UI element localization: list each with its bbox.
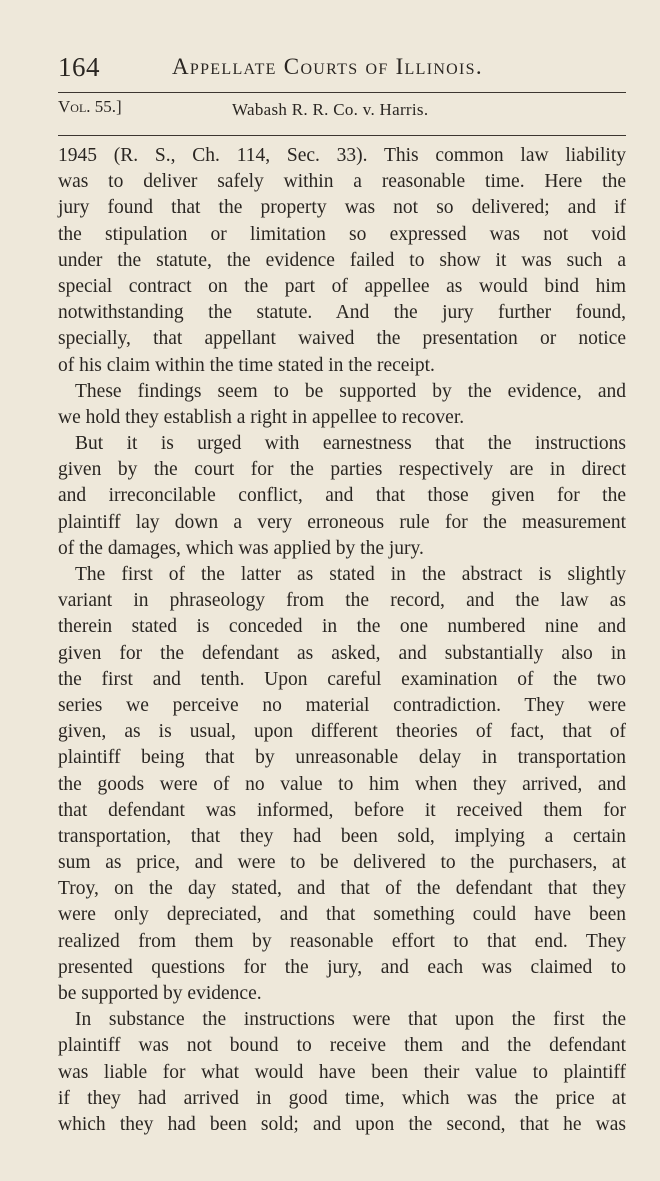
text-line: series we perceive no material contradiction. They were	[58, 694, 626, 716]
body-text	[58, 143, 626, 1138]
text-line: therein stated is conceded in the one numbered nine and	[58, 616, 626, 638]
running-title: Appellate Courts of Illinois.	[172, 54, 483, 79]
text-line: These findings seem to be supported by the evidence, and	[75, 380, 626, 402]
text-line: In substance the instructions were that upon the first the	[75, 1009, 626, 1031]
text-line: But it is urged with earnestness that the instructions	[75, 433, 626, 455]
text-line: presented questions for the jury, and each was claimed to	[58, 956, 626, 978]
text-line: if they had arrived in good time, which was the price at	[58, 1087, 626, 1109]
text-line: of the damages, which was applied by the jury.	[58, 537, 424, 559]
text-line: given, as is usual, upon different theories of fact, that of	[58, 721, 626, 743]
text-line: special contract on the part of appellee as would bind him	[58, 275, 626, 297]
text-line: were only depreciated, and that something could have been	[58, 904, 626, 926]
text-line: realized from them by reasonable effort to that end. They	[58, 930, 626, 952]
text-line: 1945 (R. S., Ch. 114, Sec. 33). This common law liability	[58, 145, 626, 166]
text-line: be supported by evidence.	[58, 983, 262, 1004]
text-line: The first of the latter as stated in the abstract is slightly	[75, 564, 626, 585]
text-line: plaintiff being that by unreasonable delay in transportation	[58, 747, 626, 769]
text-line: which they had been sold; and upon the second, that he was	[58, 1113, 626, 1135]
text-line: under the statute, the evidence failed to show it was such a	[58, 249, 626, 271]
header-rule-bottom	[58, 135, 626, 136]
text-line: transportation, that they had been sold, implying a certain	[58, 825, 626, 847]
text-line: was liable for what would have been their value to plaintiff	[58, 1061, 626, 1083]
page-header	[58, 52, 618, 86]
text-line: of his claim within the time stated in the receipt.	[58, 354, 435, 376]
text-line: the goods were of no value to him when they arrived, and	[58, 773, 626, 795]
text-line: given by the court for the parties respectively are in direct	[58, 459, 626, 481]
text-line: variant in phraseology from the record, and the law as	[58, 590, 626, 612]
text-line: specially, that appellant waived the presentation or notice	[58, 328, 626, 350]
text-line: was to deliver safely within a reasonable time. Here the	[58, 171, 626, 193]
text-line: plaintiff lay down a very erroneous rule for the measurement	[58, 511, 626, 533]
text-line: given for the defendant as asked, and substantially also in	[58, 642, 626, 664]
header-rule-top	[58, 92, 626, 93]
text-line: the stipulation or limitation so expressed was not void	[58, 223, 626, 245]
text-line: Troy, on the day stated, and that of the defendant that they	[58, 878, 626, 900]
text-line: that defendant was informed, before it received them for	[58, 799, 626, 821]
page-number: 164	[58, 52, 100, 82]
text-line: sum as price, and were to be delivered to the purchasers, at	[58, 852, 626, 874]
text-line: the first and tenth. Upon careful examination of the two	[58, 668, 626, 690]
text-line: plaintiff was not bound to receive them and the defendant	[58, 1035, 626, 1057]
volume-label: Vol. 55.]	[58, 97, 122, 116]
text-line: jury found that the property was not so delivered; and if	[58, 197, 626, 219]
text-line: notwithstanding the statute. And the jury further found,	[58, 302, 626, 324]
case-title: Wabash R. R. Co. v. Harris.	[232, 100, 429, 119]
text-line: we hold they establish a right in appellee to recover.	[58, 406, 465, 428]
text-line: and irreconcilable conflict, and that those given for the	[58, 485, 626, 507]
